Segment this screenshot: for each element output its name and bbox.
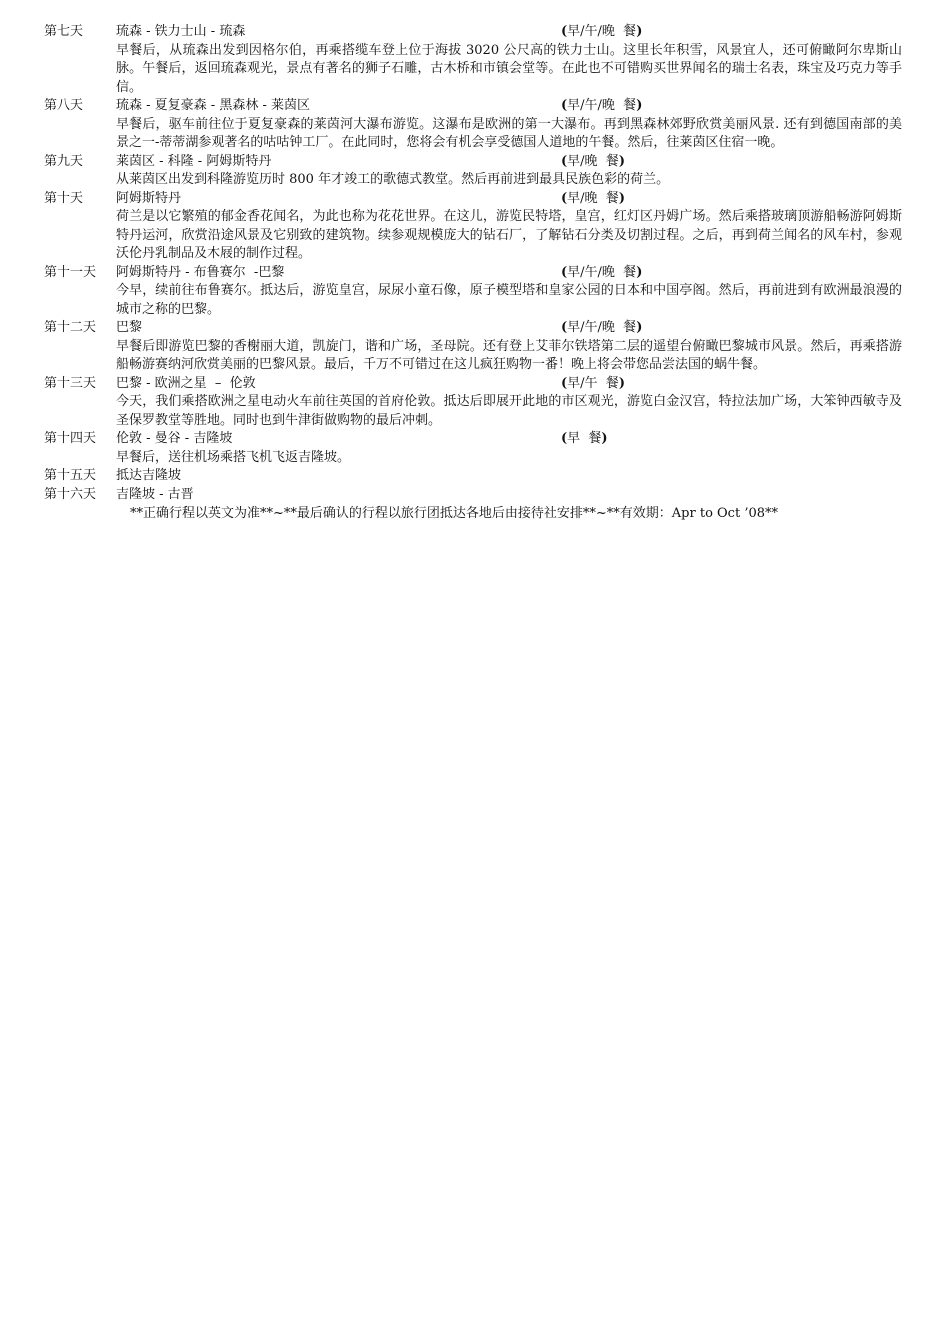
day-meals: (早/午/晚 餐) bbox=[561, 98, 643, 113]
day-body bbox=[116, 190, 904, 264]
day-label: 第九天 bbox=[44, 153, 84, 169]
itinerary-day bbox=[44, 264, 904, 320]
day-meals-text: 早/晚 餐 bbox=[567, 153, 619, 169]
day-route: 吉隆坡 - 古晋 bbox=[116, 486, 194, 502]
day-meals: (早/午/晚 餐) bbox=[561, 264, 643, 280]
day-heading bbox=[116, 467, 904, 486]
day-body bbox=[116, 467, 904, 486]
itinerary-day bbox=[44, 190, 904, 264]
day-meals: (早/晚 餐) bbox=[561, 190, 625, 206]
day-heading bbox=[116, 190, 904, 209]
day-route: 巴黎 - 欧洲之星 – 伦敦 bbox=[116, 375, 256, 391]
day-label: 第七天 bbox=[44, 24, 84, 39]
itinerary-day bbox=[44, 97, 904, 153]
validity-footnote: **正确行程以英文为准**~**最后确认的行程以旅行团抵达各地后由接待社安排**~**有效期：Apr to Oct ’08** bbox=[130, 506, 778, 521]
day-description: 从莱茵区出发到科隆游览历时 800 年才竣工的歌德式教堂。然后再前进到最具民族色彩的荷兰。 bbox=[116, 172, 670, 187]
day-label: 第十三天 bbox=[44, 375, 97, 391]
day-meals-text: 早/午/晚 餐 bbox=[567, 24, 637, 39]
day-description: 早餐后，驱车前往位于夏复豪森的莱茵河大瀑布游览。这瀑布是欧洲的第一大瀑布。再到黑森林郊野欣赏美丽风景. 还有到德国南部的美景之一-蒂蒂湖参观著名的咕咕钟工厂。在此同时，您将会有机会享受德国人道地的午餐。然后，往莱茵区住宿一晚。 bbox=[116, 116, 902, 150]
itinerary-day bbox=[44, 486, 904, 505]
day-route: 伦敦 - 曼谷 - 吉隆坡 bbox=[116, 431, 233, 446]
day-description: 早餐后即游览巴黎的香榭丽大道，凯旋门，谐和广场，圣母院。还有登上艾菲尔铁塔第二层的遥望台俯瞰巴黎城市风景。然后，再乘搭游船畅游赛纳河欣赏美丽的巴黎风景。最后，千万不可错过在这儿疯狂购物一番！晚上将会带您品尝法国的蜗牛餐。 bbox=[116, 338, 902, 372]
day-meals: (早/午/晚 餐) bbox=[561, 24, 643, 39]
day-meals-text: 早/午/晚 餐 bbox=[567, 98, 637, 113]
day-route: 莱茵区 - 科隆 - 阿姆斯特丹 bbox=[116, 153, 272, 169]
day-body bbox=[116, 153, 904, 190]
day-body bbox=[116, 486, 904, 505]
day-heading bbox=[116, 97, 904, 116]
day-description: 荷兰是以它繁殖的郁金香花闻名，为此也称为花花世界。在这儿，游览民特塔，皇宫，红灯区丹姆广场。然后乘搭玻璃顶游船畅游阿姆斯特丹运河，欣赏沿途风景及它别致的建筑物。续参观规模庞大的钻石厂，了解钻石分类及切割过程。之后，再到荷兰闻名的风车村，参观沃伦丹乳制品及木屐的制作过程。 bbox=[116, 209, 902, 261]
itinerary-day bbox=[44, 467, 904, 486]
itinerary-day bbox=[44, 153, 904, 190]
day-label: 第十四天 bbox=[44, 431, 97, 446]
day-route: 阿姆斯特丹 - 布鲁赛尔 -巴黎 bbox=[116, 264, 285, 280]
day-route: 琉森 - 铁力士山 - 琉森 bbox=[116, 24, 246, 39]
day-route: 阿姆斯特丹 bbox=[116, 190, 182, 206]
day-description: 早餐后，送往机场乘搭飞机飞返吉隆坡。 bbox=[116, 449, 351, 465]
day-label: 第十六天 bbox=[44, 486, 97, 502]
day-meals-text: 早/午 餐 bbox=[567, 375, 619, 391]
day-meals-text: 早/午/晚 餐 bbox=[567, 320, 637, 335]
day-description: 早餐后，从琉森出发到因格尔伯，再乘搭缆车登上位于海拔 3020 公尺高的铁力士山。这里长年积雪，风景宜人，还可俯瞰阿尔卑斯山脉。午餐后，返回琉森观光，景点有著名的狮子石雕，古木桥和市镇会堂等。在此也不可错购买世界闻名的瑞士名表，珠宝及巧克力等手信。 bbox=[116, 42, 902, 95]
day-description: 今早，续前往布鲁赛尔。抵达后，游览皇宫，尿尿小童石像，原子模型塔和皇家公园的日本和中国亭阁。然后，再前进到有欧洲最浪漫的城市之称的巴黎。 bbox=[116, 283, 902, 317]
day-label: 第十二天 bbox=[44, 320, 97, 335]
itinerary-day bbox=[44, 319, 904, 375]
itinerary-day bbox=[44, 23, 904, 97]
day-heading bbox=[116, 375, 904, 394]
day-heading bbox=[116, 486, 904, 505]
day-meals: (早/晚 餐) bbox=[561, 153, 625, 169]
day-heading bbox=[116, 430, 904, 449]
day-body bbox=[116, 430, 904, 467]
day-heading bbox=[116, 153, 904, 172]
day-body bbox=[116, 264, 904, 320]
day-heading bbox=[116, 264, 904, 283]
day-body bbox=[116, 23, 904, 97]
day-heading bbox=[116, 319, 904, 338]
day-label: 第八天 bbox=[44, 98, 84, 113]
day-route: 琉森 - 夏复豪森 - 黑森林 - 莱茵区 bbox=[116, 98, 310, 113]
itinerary-day bbox=[44, 375, 904, 431]
itinerary-day bbox=[44, 430, 904, 467]
day-meals-text: 早 餐 bbox=[567, 431, 602, 446]
day-body bbox=[116, 375, 904, 431]
day-route: 抵达吉隆坡 bbox=[116, 468, 182, 483]
day-route: 巴黎 bbox=[116, 320, 143, 335]
day-meals-text: 早/晚 餐 bbox=[567, 190, 619, 206]
itinerary-list bbox=[44, 23, 904, 504]
day-label: 第十五天 bbox=[44, 468, 97, 483]
day-body bbox=[116, 97, 904, 153]
day-meals: (早/午 餐) bbox=[561, 375, 625, 391]
day-label: 第十一天 bbox=[44, 264, 97, 280]
day-heading bbox=[116, 23, 904, 42]
day-body bbox=[116, 319, 904, 375]
day-label: 第十天 bbox=[44, 190, 84, 206]
day-meals: (早/午/晚 餐) bbox=[561, 320, 643, 335]
day-meals-text: 早/午/晚 餐 bbox=[567, 264, 637, 280]
day-meals: (早 餐) bbox=[561, 431, 608, 446]
day-description: 今天，我们乘搭欧洲之星电动火车前往英国的首府伦敦。抵达后即展开此地的市区观光，游览白金汉宫，特拉法加广场，大笨钟西敏寺及圣保罗教堂等胜地。同时也到牛津街做购物的最后冲刺。 bbox=[116, 394, 902, 428]
